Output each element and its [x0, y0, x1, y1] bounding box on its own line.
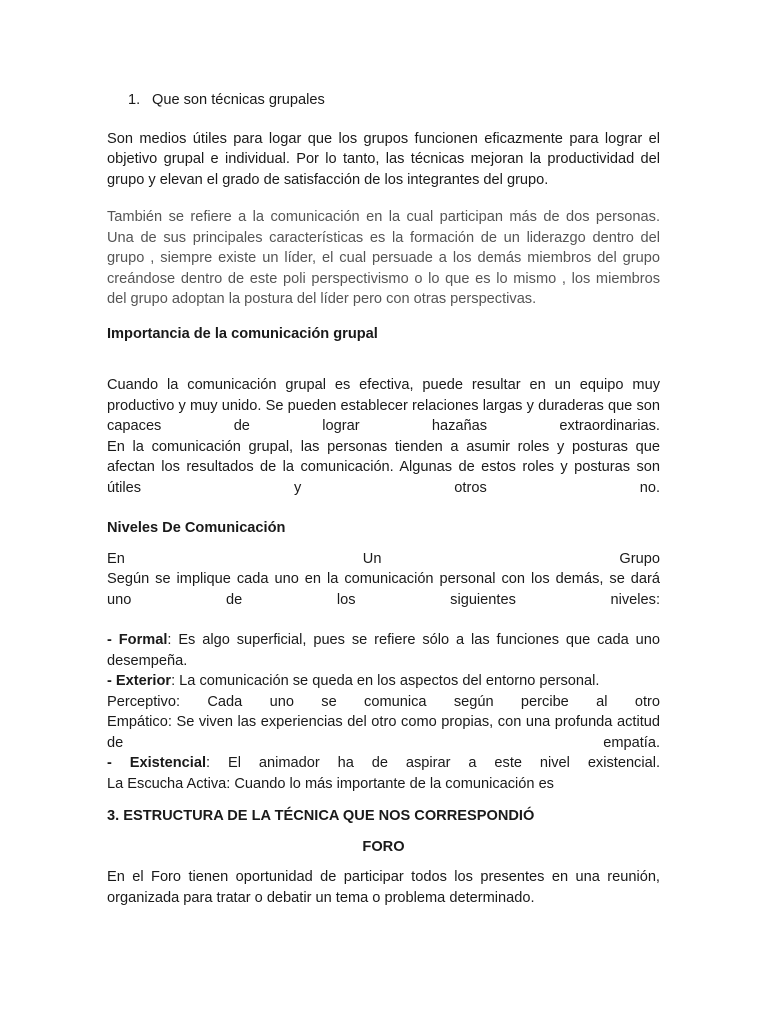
list-item-title: Que son técnicas grupales: [152, 92, 325, 108]
nivel-existencial-label: - Existencial: [107, 755, 207, 771]
nivel-formal-text: : Es algo superficial, pues se refiere sólo a las funciones que cada uno desempeña.: [107, 632, 660, 669]
nivel-exterior: [107, 671, 660, 692]
importancia-heading: Importancia de la comunicación grupal: [107, 325, 378, 342]
section-3-heading: 3. ESTRUCTURA DE LA TÉCNICA QUE NOS CORRESPONDIÓ: [107, 808, 535, 824]
section-1-paragraph-1: Son medios útiles para logar que los grupos funcionen eficazmente para lograr el objetivo grupal e individual. Por lo tanto, las técnicas mejoran la productividad del grupo y elevan el grado de satisfacción de los integrantes del grupo.: [107, 130, 660, 188]
nivel-perceptivo: Perceptivo: Cada uno se comunica según percibe al otro: [107, 693, 660, 710]
nivel-empatico: Empático: Se viven las experiencias del otro como propias, con una profunda actitud de empatía.: [107, 714, 660, 751]
importancia-paragraph-b: En la comunicación grupal, las personas tienden a asumir roles y posturas que afectan los resultados de la comunicación. Algunas de estos roles y posturas son útiles y otros no.: [107, 438, 660, 496]
nivel-formal-label: - Formal: [107, 632, 168, 648]
nivel-existencial: [107, 753, 660, 774]
list-number: 1.: [128, 92, 141, 108]
document-page: [107, 90, 660, 908]
foro-heading: FORO: [362, 838, 405, 855]
niveles-line-1: En Un Grupo: [107, 550, 660, 567]
importancia-paragraph-a: Cuando la comunicación grupal es efectiva, puede resultar en un equipo muy productivo y muy unido. Se pueden establecer relaciones largas y duraderas que son capaces de lograr hazañas extraordinarias.: [107, 377, 660, 434]
escucha-activa: La Escucha Activa: Cuando lo más importante de la comunicación es: [107, 775, 554, 792]
niveles-heading: Niveles De Comunicación: [107, 520, 286, 536]
foro-paragraph: En el Foro tienen oportunidad de participar todos los presentes en una reunión, organizada para tratar o debatir un tema o problema determinado.: [107, 869, 660, 906]
niveles-line-2: Según se implique cada uno en la comunicación personal con los demás, se dará uno de los siguientes niveles:: [107, 571, 660, 608]
section-1-title: [107, 90, 660, 111]
section-1-paragraph-2: También se refiere a la comunicación en la cual participan más de dos personas. Una de sus principales características es la formación de un liderazgo dentro del grupo , siempre existe un líder, el cual persuade a los demás miembros del grupo creándose dentro de este poli perspectivismo o lo que es lo mismo , los miembros del grupo adoptan la postura del líder pero con otras perspectivas.: [107, 209, 660, 307]
nivel-exterior-label: - Exterior: [107, 673, 172, 689]
nivel-existencial-text: : El animador ha de aspirar a este nivel existencial.: [206, 755, 661, 771]
nivel-exterior-text: : La comunicación se queda en los aspectos del entorno personal.: [171, 673, 600, 689]
nivel-formal: [107, 630, 660, 671]
